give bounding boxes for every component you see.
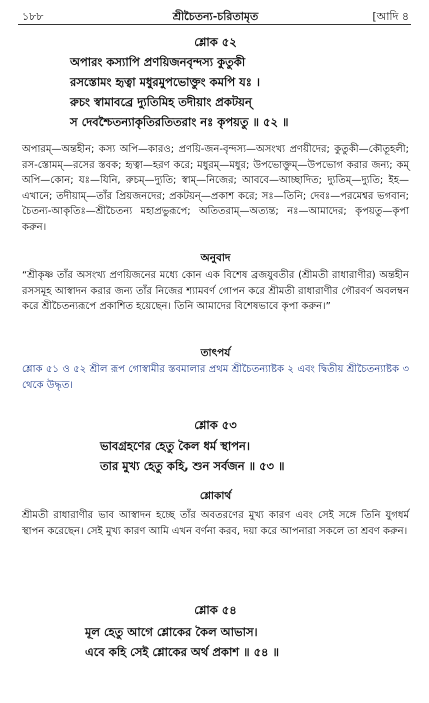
verse-line: এবে কহি সেই শ্লোকের অর্থ প্রকাশ ॥ ৫৪ ॥ [85,645,280,659]
verse-line: স দেবশ্চৈতন্যাকৃতিরতিতরাং নঃ কৃপয়তু ॥ ৫২ ॥ [70,115,289,129]
translation-paragraph: “শ্রীকৃষ্ণ তাঁর অসংখ্য প্রণয়িজনের মধ্যে কোন এক বিশেষ ব্রজযুবতীর (শ্রীমতী রাধারাণীর) অন্তহীন রসসমূহ আস্বাদন করার জন্য তাঁর নিজের শ্যামবর্ণ গোপন করে শ্রীমতী রাধারাণীর গৌরবর্ণ অবলম্বন করে শ্রীচৈতন্যরূপে প্রকাশিত হয়েছেন। তিনি আমাদের বিশেষভাবে কৃপা করুন।” [22,270,409,313]
sloka-52-heading: শ্লোক ৫২ [194,35,237,49]
sloka-54-verse [0,622,429,662]
page-number: ১৮৮ [22,10,44,23]
sloka-52-verse [0,52,429,132]
verse-line: মূল হেতু আগে শ্লোকের কৈল আভাস। [85,625,258,639]
chapter-label: [আদি ৪ [372,10,409,23]
header-divider [18,24,411,25]
synonyms-paragraph: অপারম্—অন্তহীন; কস্য অপি—কারও; প্রণয়ি-জন-বৃন্দস্য—অসংখ্য প্রণয়ীদের; কুতুকী—কৌতূহলী; রস-স্তোমম্—রসের স্তবক; হৃত্বা—হরণ করে; মধুরম্—মধুর; উপভোক্তুম্—উপভোগ করার জন্য; কম্ অপি—কোন; যঃ—যিনি, রুচম্—দ্যুতি; স্বাম্—নিজের; আববে—আচ্ছাদিত; দ্যুতিম্—দ্যুতি; ইহ—এখানে; তদীয়াম্—তাঁর প্রিয়জনদের; প্রকটয়ন্—প্রকাশ করে; সঃ—তিনি; দেবঃ—পরমেশ্বর ভগবান; চৈতন্য-আকৃতিঃ—শ্রীচৈতন্য মহাপ্রভুরূপে; অতিতরাম্—অত্যন্ত; নঃ—আমাদের; কৃপয়তু—কৃপা করুন। [22,144,409,233]
purport-heading: তাৎপর্য [200,347,231,359]
book-title: শ্রীচৈতন্য-চরিতামৃত [172,10,259,23]
verse-line: ভাবগ্রহণের হেতু কৈল ধর্ম স্থাপন। [100,439,251,453]
sloka-53-verse [0,436,429,476]
sloka-54-heading: শ্লোক ৫৪ [194,603,237,617]
verse-line: তার মুখ্য হেতু কহি, শুন সর্বজন ॥ ৫৩ ॥ [100,459,285,473]
page-header [22,4,409,26]
verse-line: অপারং কস্যাপি প্রণয়িজনবৃন্দস্য কুতুকী [70,55,246,69]
translation-heading: অনুবাদ [200,252,231,264]
purport-paragraph: শ্লোক ৫১ ও ৫২ শ্রীল রূপ গোস্বামীর স্তবমালার প্রথম শ্রীচৈতন্যাষ্টক ২ এবং দ্বিতীয় শ্রীচৈতন্যাষ্টক ৩ থেকে উদ্ধৃত। [22,364,409,391]
slokartha-heading: শ্লোকার্থ [199,490,232,502]
verse-line: রসস্তোমং হৃত্বা মধুরমুপভোক্তুং কমপি যঃ । [70,75,261,89]
slokartha-paragraph: শ্রীমতী রাধারাণীর ভাব আস্বাদন হচ্ছে তাঁর অবতরণের মুখ্য কারণ এবং সেই সঙ্গে তিনি যুগধর্ম স্থাপন করেছেন। সেই মুখ্য কারণ আমি এখন বর্ণনা করব, দয়া করে আপনারা সকলে তা শ্রবণ করুন। [22,510,409,537]
verse-line: রুচং স্বামাবব্রে দ্যুতিমিহ তদীয়াং প্রকটয়ন্ [70,95,252,109]
sloka-53-heading: শ্লোক ৫৩ [194,418,237,432]
